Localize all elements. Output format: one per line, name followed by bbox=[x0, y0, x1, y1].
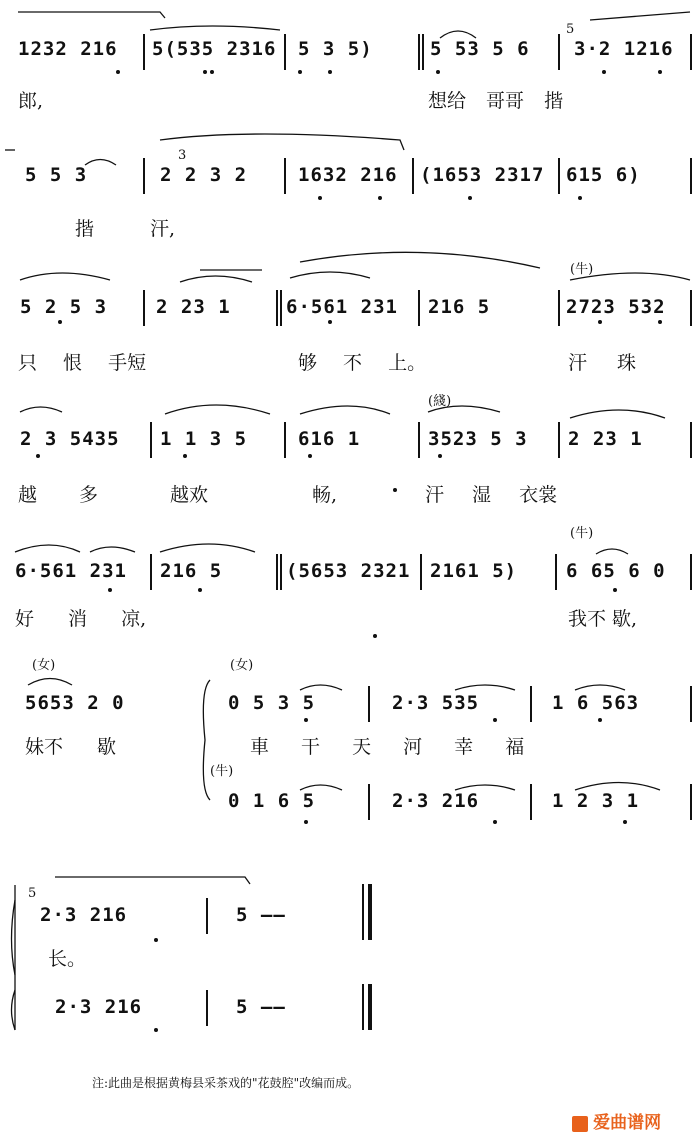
barline bbox=[284, 158, 286, 194]
note-group: 3·2 1216 bbox=[574, 38, 674, 60]
barline bbox=[284, 422, 286, 458]
note-group: 2723 532 bbox=[566, 296, 666, 318]
note-group: 1 6 563 bbox=[552, 692, 640, 714]
note-group: 5 5 3 bbox=[25, 164, 88, 186]
note-group: 2·3 216 bbox=[55, 996, 143, 1018]
barline bbox=[206, 898, 208, 934]
part-marker: (女) bbox=[230, 658, 254, 673]
lyric: 汗 湿 衣裳 bbox=[425, 484, 558, 506]
part-marker: (牛) bbox=[210, 764, 234, 779]
lyric: 汗 珠 bbox=[568, 352, 637, 374]
barline bbox=[362, 884, 364, 940]
barline bbox=[412, 158, 414, 194]
note-group: 1 2 3 1 bbox=[552, 790, 640, 812]
barline bbox=[368, 784, 370, 820]
lyric: 好 消 凉, bbox=[15, 608, 147, 630]
part-marker: (綫) bbox=[428, 394, 452, 409]
barline bbox=[420, 554, 422, 590]
lyric: 車 干 天 河 幸 福 bbox=[250, 736, 525, 758]
barline bbox=[276, 554, 278, 590]
lyric: 长。 bbox=[48, 948, 87, 970]
barline bbox=[530, 784, 532, 820]
note-group: 5 —— bbox=[236, 904, 286, 926]
part-marker: (女) bbox=[32, 658, 56, 673]
barline bbox=[690, 784, 692, 820]
note-group: (5653 2321 bbox=[286, 560, 411, 582]
note-group: 2·3 216 bbox=[40, 904, 128, 926]
barline bbox=[280, 290, 282, 326]
barline bbox=[530, 686, 532, 722]
note-group: 216 5 bbox=[160, 560, 223, 582]
barline bbox=[690, 422, 692, 458]
barline bbox=[150, 422, 152, 458]
barline bbox=[284, 34, 286, 70]
grace-note: 5 bbox=[566, 22, 575, 37]
lyric: 揩 汗, bbox=[75, 218, 176, 240]
barline bbox=[143, 158, 145, 194]
watermark-text: 爱曲谱网 bbox=[593, 1113, 662, 1133]
grace-note: 3 bbox=[178, 148, 187, 163]
lyric: 只 恨 手短 bbox=[18, 352, 147, 374]
final-barline bbox=[368, 884, 372, 940]
barline bbox=[690, 34, 692, 70]
lyric: 郎, bbox=[18, 90, 44, 112]
lyric: 我不 歇, bbox=[568, 608, 638, 630]
note-group: 1632 216 bbox=[298, 164, 398, 186]
note-group: 216 5 bbox=[428, 296, 491, 318]
barline bbox=[280, 554, 282, 590]
barline bbox=[555, 554, 557, 590]
barline bbox=[558, 290, 560, 326]
note-group: 2 23 1 bbox=[156, 296, 231, 318]
barline bbox=[276, 290, 278, 326]
lyric: 越 多 bbox=[18, 484, 99, 506]
barline bbox=[558, 422, 560, 458]
grace-note: 5 bbox=[28, 886, 37, 901]
note-group: 2 3 5435 bbox=[20, 428, 120, 450]
barline bbox=[558, 34, 560, 70]
note-group: 3523 5 3 bbox=[428, 428, 528, 450]
note-group: 6 65 6 0 bbox=[566, 560, 666, 582]
barline bbox=[143, 290, 145, 326]
watermark bbox=[572, 1108, 661, 1133]
barline bbox=[418, 290, 420, 326]
note-group: 5 3 5) bbox=[298, 38, 373, 60]
note-group: 2 23 1 bbox=[568, 428, 643, 450]
note-group: 5 53 5 6 bbox=[430, 38, 530, 60]
logo-icon bbox=[572, 1116, 588, 1132]
note-group: 2161 5) bbox=[430, 560, 518, 582]
part-marker: (牛) bbox=[570, 526, 594, 541]
barline bbox=[690, 290, 692, 326]
barline bbox=[418, 34, 420, 70]
note-group: 615 6) bbox=[566, 164, 641, 186]
lyric: 够 不 上。 bbox=[298, 352, 427, 374]
part-marker: (牛) bbox=[570, 262, 594, 277]
note-group: 0 5 3 5 bbox=[228, 692, 316, 714]
note-group: 2·3 535 bbox=[392, 692, 480, 714]
barline bbox=[418, 422, 420, 458]
barline bbox=[422, 34, 424, 70]
note-group: 6·561 231 bbox=[15, 560, 127, 582]
barline bbox=[368, 686, 370, 722]
barline bbox=[206, 990, 208, 1026]
note-group: 5 —— bbox=[236, 996, 286, 1018]
lyric: 妹不 歇 bbox=[25, 736, 117, 758]
barline bbox=[362, 984, 364, 1030]
lyric: 想给 哥哥 揩 bbox=[428, 90, 564, 112]
note-group: 1232 216 bbox=[18, 38, 118, 60]
note-group: 616 1 bbox=[298, 428, 361, 450]
note-group: (1653 2317 bbox=[420, 164, 545, 186]
note-group: 5653 2 0 bbox=[25, 692, 125, 714]
lyric: 越欢 bbox=[170, 484, 209, 506]
note-group: 1 1 3 5 bbox=[160, 428, 248, 450]
note-group: 2 2 3 2 bbox=[160, 164, 248, 186]
note-group: 5 2 5 3 bbox=[20, 296, 108, 318]
barline bbox=[150, 554, 152, 590]
note-group: 6·561 231 bbox=[286, 296, 398, 318]
note-group: 0 1 6 5 bbox=[228, 790, 316, 812]
note-group: 5(535 2316 bbox=[152, 38, 277, 60]
barline bbox=[690, 686, 692, 722]
barline bbox=[690, 158, 692, 194]
final-barline bbox=[368, 984, 372, 1030]
lyric: 畅, bbox=[312, 484, 338, 506]
barline bbox=[558, 158, 560, 194]
footnote: 注:此曲是根据黄梅县采茶戏的"花鼓腔"改编而成。 bbox=[92, 1076, 360, 1090]
barline bbox=[143, 34, 145, 70]
note-group: 2·3 216 bbox=[392, 790, 480, 812]
barline bbox=[690, 554, 692, 590]
